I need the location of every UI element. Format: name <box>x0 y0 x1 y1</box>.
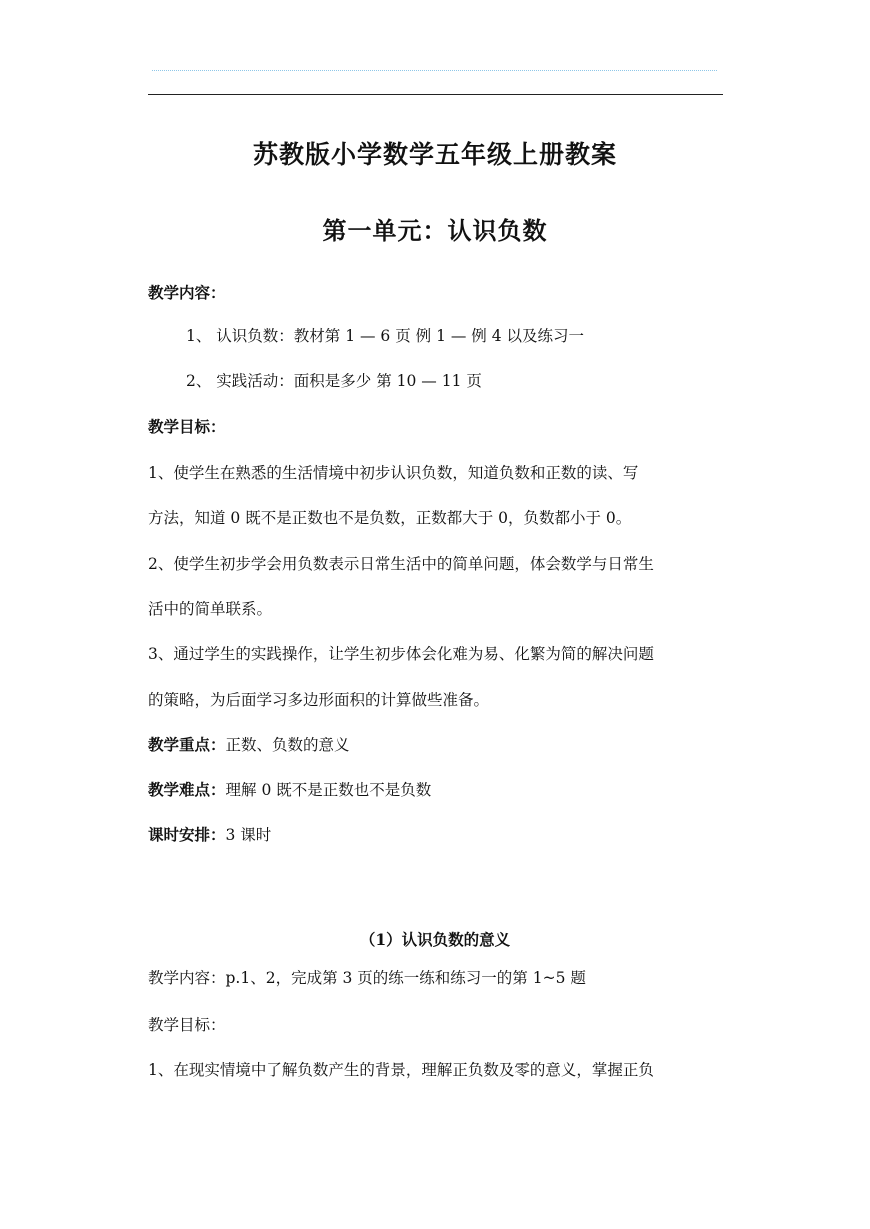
header-dotted-line <box>152 70 717 71</box>
lesson-content: 教学内容：p.1、2，完成第 3 页的练一练和练习一的第 1~5 题 <box>148 969 586 987</box>
lesson-title: （1）认识负数的意义 <box>359 930 511 949</box>
goal-paragraph-line: 3、通过学生的实践操作，让学生初步体会化难为易、化繁为简的解决问题 <box>148 645 654 663</box>
content-heading: 教学内容： <box>148 283 226 302</box>
goals-heading: 教学目标： <box>148 417 226 436</box>
difficulty-label: 教学难点： <box>148 780 226 799</box>
goal-paragraph-line: 活中的简单联系。 <box>148 600 273 618</box>
difficulty-value: 理解 0 既不是正数也不是负数 <box>225 781 432 799</box>
goal-paragraph-line: 2、使学生初步学会用负数表示日常生活中的简单问题，体会数学与日常生 <box>148 555 654 573</box>
document-title: 苏教版小学数学五年级上册教案 <box>252 140 617 169</box>
schedule-value: 3 课时 <box>225 826 272 844</box>
goal-paragraph-line: 方法，知道 0 既不是正数也不是负数，正数都大于 0，负数都小于 0。 <box>148 509 632 527</box>
goal-paragraph-line: 的策略，为后面学习多边形面积的计算做些准备。 <box>148 691 490 709</box>
header-rule <box>148 94 723 95</box>
key-point-line <box>148 733 350 755</box>
key-point-label: 教学重点： <box>148 735 226 754</box>
lesson-goal-1: 1、在现实情境中了解负数产生的背景，理解正负数及零的意义，掌握正负 <box>148 1061 654 1079</box>
content-item-1: 1、 认识负数：教材第 1 — 6 页 例 1 — 例 4 以及练习一 <box>186 327 585 345</box>
unit-title: 第一单元：认识负数 <box>322 216 548 245</box>
schedule-label: 课时安排： <box>148 825 226 844</box>
key-point-value: 正数、负数的意义 <box>225 736 350 754</box>
content-item-2: 2、 实践活动：面积是多少 第 10 — 11 页 <box>186 372 482 390</box>
goal-paragraph-line: 1、使学生在熟悉的生活情境中初步认识负数，知道负数和正数的读、写 <box>148 464 639 482</box>
difficulty-line <box>148 778 431 800</box>
lesson-goals-heading: 教学目标： <box>148 1016 226 1034</box>
schedule-line <box>148 823 271 845</box>
